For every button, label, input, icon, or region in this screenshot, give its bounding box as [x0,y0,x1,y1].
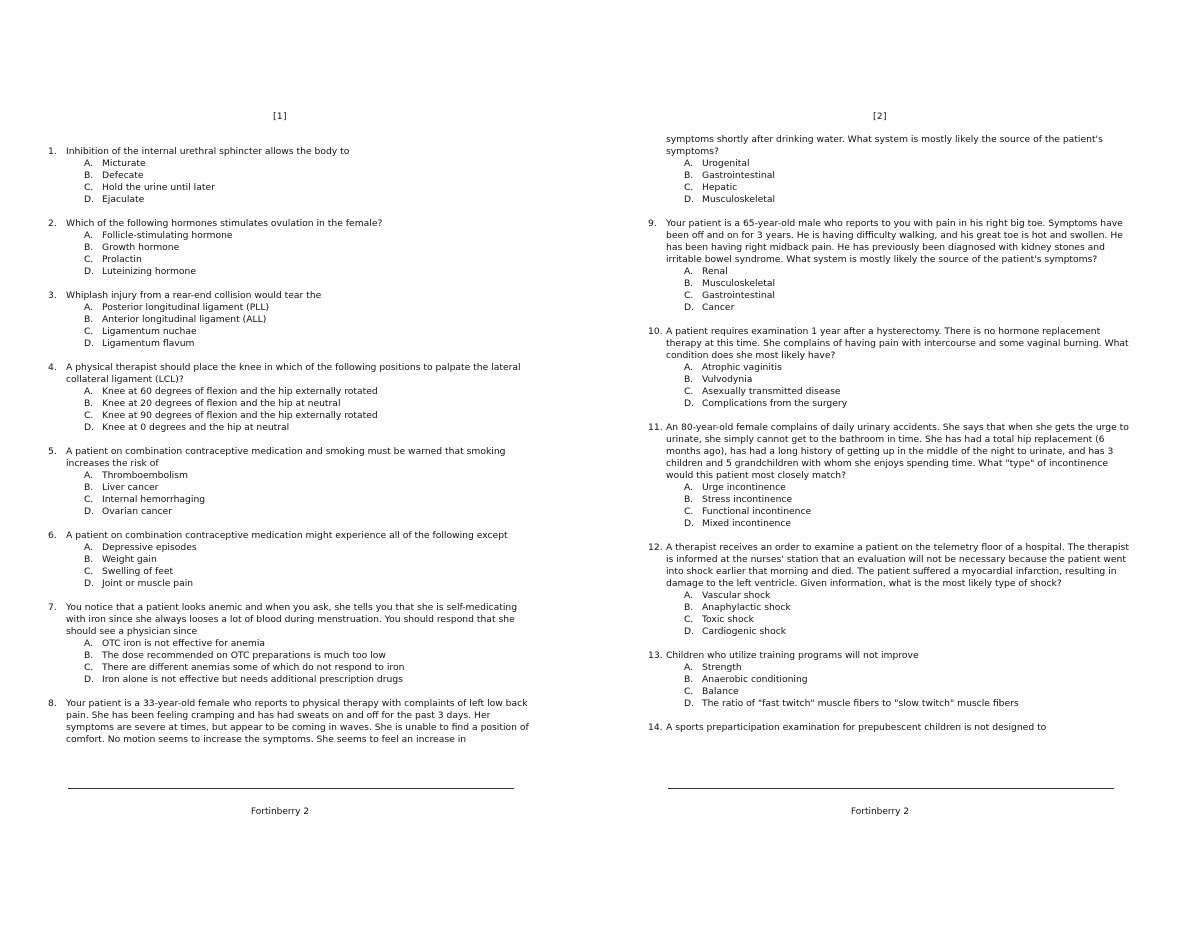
answer-option [84,302,538,314]
answer-option [84,494,538,506]
answer-option [684,506,1138,518]
option-letter: B. [684,674,694,685]
option-letter: C. [84,494,94,505]
option-letter: C. [684,182,694,193]
question-9 [648,218,1138,314]
option-letter: C. [684,506,694,517]
question-stem: A therapist receives an order to examine a patient on the telemetry floor of a hospital. The therapist is informed at the nurses' station that an evaluation will not be necessary because the patient went into shock earlier that morning and died. The patient suffered a myocardial infarction, resulting in damage to the left ventricle. Given information, what is the most likely type of shock? [666,542,1129,589]
option-text: Iron alone is not effective but needs additional prescription drugs [102,674,403,685]
answer-option [684,194,1138,206]
question-number: 9. [648,218,657,229]
option-letter: D. [84,338,94,349]
option-letter: D. [684,302,694,313]
option-text: Musculoskeletal [702,278,776,289]
question-number: 8. [48,698,57,709]
question-number: 14. [648,722,663,733]
option-letter: D. [684,626,694,637]
answer-option [84,542,538,554]
answer-option [684,590,1138,602]
page-number: [2] [873,112,887,122]
option-letter: D. [84,506,94,517]
option-letter: D. [684,194,694,205]
answer-option [84,650,538,662]
answer-option [684,266,1138,278]
answer-option [84,674,538,686]
answer-option [84,638,538,650]
option-letter: C. [84,326,94,337]
question-list [648,134,1138,746]
answer-options [66,158,538,206]
option-text: The ratio of "fast twitch" muscle fibers to "slow twitch" muscle fibers [702,698,1019,709]
question-number: 6. [48,530,57,541]
question-stem: You notice that a patient looks anemic and when you ask, she tells you that she is self-medicating with iron since she always looses a lot of blood during menstruation. You should respond that she should see a physician since [66,602,518,637]
option-text: Atrophic vaginitis [702,362,782,373]
answer-option [684,686,1138,698]
question-number: 4. [48,362,57,373]
question-number: 12. [648,542,663,553]
option-text: Musculoskeletal [702,194,776,205]
answer-options [66,542,538,590]
option-letter: A. [84,470,94,481]
answer-option [84,578,538,590]
answer-option [684,362,1138,374]
option-text: Follicle-stimulating hormone [102,230,233,241]
answer-option [84,170,538,182]
option-letter: C. [684,614,694,625]
option-letter: D. [84,194,94,205]
question-stem: Inhibition of the internal urethral sphincter allows the body to [66,146,350,157]
option-text: There are different anemias some of which do not respond to iron [102,662,405,673]
answer-option [84,338,538,350]
page-number: [1] [273,112,287,122]
option-text: Gastrointestinal [702,290,775,301]
option-letter: A. [684,482,694,493]
question-2 [48,218,538,278]
option-letter: D. [84,422,94,433]
question-number: 13. [648,650,663,661]
question-number: 5. [48,446,57,457]
question-6 [48,530,538,590]
answer-option [84,242,538,254]
answer-option [684,494,1138,506]
option-text: Prolactin [102,254,142,265]
option-text: Stress incontinence [702,494,793,505]
option-letter: A. [84,386,94,397]
question-1 [48,146,538,206]
option-text: Urogenital [702,158,750,169]
option-text: Complications from the surgery [702,398,848,409]
option-text: Liver cancer [102,482,159,493]
answer-option [684,614,1138,626]
question-stem: Your patient is a 33-year-old female who reports to physical therapy with complaints of left low back pain. She has been feeling cramping and has had sweats on and off for the past 3 days. Her symptoms are severe at times, but appear to be coming in waves. She is unable to find a position of comfort. No motion seems to increase the symptoms. She seems to feel an increase in [66,698,529,745]
answer-option [84,410,538,422]
option-letter: B. [84,170,94,181]
option-letter: D. [684,518,694,529]
question-stem: A patient on combination contraceptive medication and smoking must be warned that smoking increases the risk of [66,446,506,469]
option-letter: D. [684,398,694,409]
option-letter: A. [84,542,94,553]
question-list [48,146,538,758]
option-text: Ovarian cancer [102,506,172,517]
answer-option [684,482,1138,494]
option-text: Micturate [102,158,146,169]
answer-option [84,554,538,566]
option-text: Cardiogenic shock [702,626,787,637]
option-letter: D. [84,674,94,685]
answer-option [684,698,1138,710]
answer-option [684,182,1138,194]
option-text: Luteinizing hormone [102,266,197,277]
answer-options [66,638,538,686]
option-letter: C. [684,686,694,697]
exam-page-2 [600,0,1200,927]
option-text: Knee at 0 degrees and the hip at neutral [102,422,290,433]
option-letter: B. [84,482,94,493]
option-text: Renal [702,266,728,277]
option-letter: C. [684,290,694,301]
option-text: Growth hormone [102,242,180,253]
answer-option [684,398,1138,410]
footer-divider [668,788,1114,789]
option-text: Vulvodynia [702,374,753,385]
answer-option [684,662,1138,674]
option-text: Thromboembolism [102,470,188,481]
option-letter: D. [684,698,694,709]
option-text: Toxic shock [702,614,754,625]
answer-option [84,182,538,194]
question-11 [648,422,1138,530]
answer-option [684,674,1138,686]
question-stem: A patient requires examination 1 year after a hysterectomy. There is no hormone replacement therapy at this time. She complains of having pain with intercourse and some vaginal burning. What condition does she most likely have? [666,326,1129,361]
answer-option [84,266,538,278]
option-text: Depressive episodes [102,542,197,553]
answer-options [666,482,1138,530]
answer-option [684,290,1138,302]
option-text: Ligamentum nuchae [102,326,197,337]
answer-options [666,662,1138,710]
option-text: Ligamentum flavum [102,338,195,349]
option-text: Weight gain [102,554,157,565]
option-text: Joint or muscle pain [102,578,194,589]
option-letter: B. [84,314,94,325]
option-text: Ejaculate [102,194,145,205]
answer-option [84,482,538,494]
option-letter: C. [84,662,94,673]
question-number: 1. [48,146,57,157]
answer-option [684,170,1138,182]
option-letter: C. [84,410,94,421]
answer-option [684,386,1138,398]
question-8 [48,698,538,746]
option-letter: B. [684,494,694,505]
option-text: Balance [702,686,739,697]
question-stem: Whiplash injury from a rear-end collision would tear the [66,290,322,301]
option-text: Hold the urine until later [102,182,215,193]
answer-option [84,506,538,518]
answer-options [66,470,538,518]
page-footer: Fortinberry 2 [250,807,310,817]
answer-options [666,266,1138,314]
question-number: 3. [48,290,57,301]
answer-option [684,626,1138,638]
answer-options [666,362,1138,410]
option-letter: C. [84,254,94,265]
answer-option [684,302,1138,314]
question-5 [48,446,538,518]
answer-option [84,314,538,326]
option-text: Anaphylactic shock [702,602,791,613]
answer-option [84,566,538,578]
option-letter: C. [84,566,94,577]
answer-option [684,278,1138,290]
option-letter: B. [684,278,694,289]
answer-option [684,518,1138,530]
option-letter: B. [84,242,94,253]
option-letter: B. [684,170,694,181]
answer-options [666,158,1138,206]
answer-option [84,194,538,206]
option-letter: A. [684,266,694,277]
option-text: Posterior longitudinal ligament (PLL) [102,302,270,313]
option-text: Swelling of feet [102,566,174,577]
option-text: Internal hemorrhaging [102,494,206,505]
option-text: Mixed incontinence [702,518,792,529]
answer-options [666,590,1138,638]
answer-option [684,374,1138,386]
answer-option [84,422,538,434]
question-14 [648,722,1138,734]
answer-option [84,470,538,482]
option-letter: A. [684,362,694,373]
option-letter: A. [84,230,94,241]
option-text: Anterior longitudinal ligament (ALL) [102,314,267,325]
option-letter: C. [84,182,94,193]
option-text: Cancer [702,302,735,313]
answer-options [66,230,538,278]
option-letter: B. [84,398,94,409]
option-letter: B. [684,374,694,385]
question-stem: Which of the following hormones stimulates ovulation in the female? [66,218,383,229]
question-13 [648,650,1138,710]
question-stem: symptoms shortly after drinking water. What system is mostly likely the source of the patient's symptoms? [666,134,1103,157]
option-letter: D. [84,266,94,277]
option-letter: C. [684,386,694,397]
footer-divider [68,788,514,789]
option-text: Knee at 90 degrees of flexion and the hip externally rotated [102,410,378,421]
option-text: Hepatic [702,182,738,193]
answer-option [684,602,1138,614]
question-number: 7. [48,602,57,613]
option-letter: B. [84,554,94,565]
option-text: Vascular shock [702,590,771,601]
answer-option [84,158,538,170]
option-letter: A. [84,158,94,169]
option-letter: B. [684,602,694,613]
question-number: 10. [648,326,663,337]
answer-option [84,398,538,410]
question-stem: A physical therapist should place the knee in which of the following positions to palpate the lateral collateral ligament (LCL)? [66,362,521,385]
option-text: The dose recommended on OTC preparations is much too low [102,650,386,661]
option-text: OTC iron is not effective for anemia [102,638,266,649]
option-text: Defecate [102,170,144,181]
option-text: Urge incontinence [702,482,786,493]
answer-option [84,386,538,398]
option-letter: A. [84,302,94,313]
question-12 [648,542,1138,638]
answer-option [84,230,538,242]
answer-options [66,302,538,350]
option-letter: A. [684,662,694,673]
answer-option [84,254,538,266]
answer-option [684,158,1138,170]
option-text: Gastrointestinal [702,170,775,181]
option-text: Knee at 60 degrees of flexion and the hip externally rotated [102,386,378,397]
question-stem: A sports preparticipation examination for prepubescent children is not designed to [666,722,1047,733]
option-letter: A. [84,638,94,649]
question-stem: Your patient is a 65-year-old male who reports to you with pain in his right big toe. Symptoms have been off and on for 3 years. He is having difficulty walking, and his great toe is hot and swollen. He has been having right midback pain. He has previously been diagnosed with kidney stones and irritable bowel syndrome. What system is mostly likely the source of the patient's symptoms? [666,218,1123,265]
option-text: Strength [702,662,742,673]
question-number: 2. [48,218,57,229]
answer-options [66,386,538,434]
question-3 [48,290,538,350]
option-text: Anaerobic conditioning [702,674,808,685]
option-letter: B. [84,650,94,661]
question-stem: Children who utilize training programs will not improve [666,650,919,661]
page-footer: Fortinberry 2 [850,807,910,817]
answer-option [84,662,538,674]
question-8-continued [648,134,1138,206]
answer-option [84,326,538,338]
option-letter: A. [684,590,694,601]
question-10 [648,326,1138,410]
question-stem: A patient on combination contraceptive medication might experience all of the following except [66,530,508,541]
option-text: Functional incontinence [702,506,812,517]
option-letter: A. [684,158,694,169]
question-4 [48,362,538,434]
question-stem: An 80-year-old female complains of daily urinary accidents. She says that when she gets the urge to urinate, she simply cannot get to the bathroom in time. She has had a total hip replacement (6 months ago), has had a long history of getting up in the middle of the night to urinate, and has 3 children and 5 grandchildren with whom she enjoys spending time. What "type" of incontinence would this patient most closely match? [666,422,1129,481]
option-text: Knee at 20 degrees of flexion and the hip at neutral [102,398,341,409]
option-letter: D. [84,578,94,589]
option-text: Asexually transmitted disease [702,386,841,397]
question-7 [48,602,538,686]
question-number: 11. [648,422,663,433]
